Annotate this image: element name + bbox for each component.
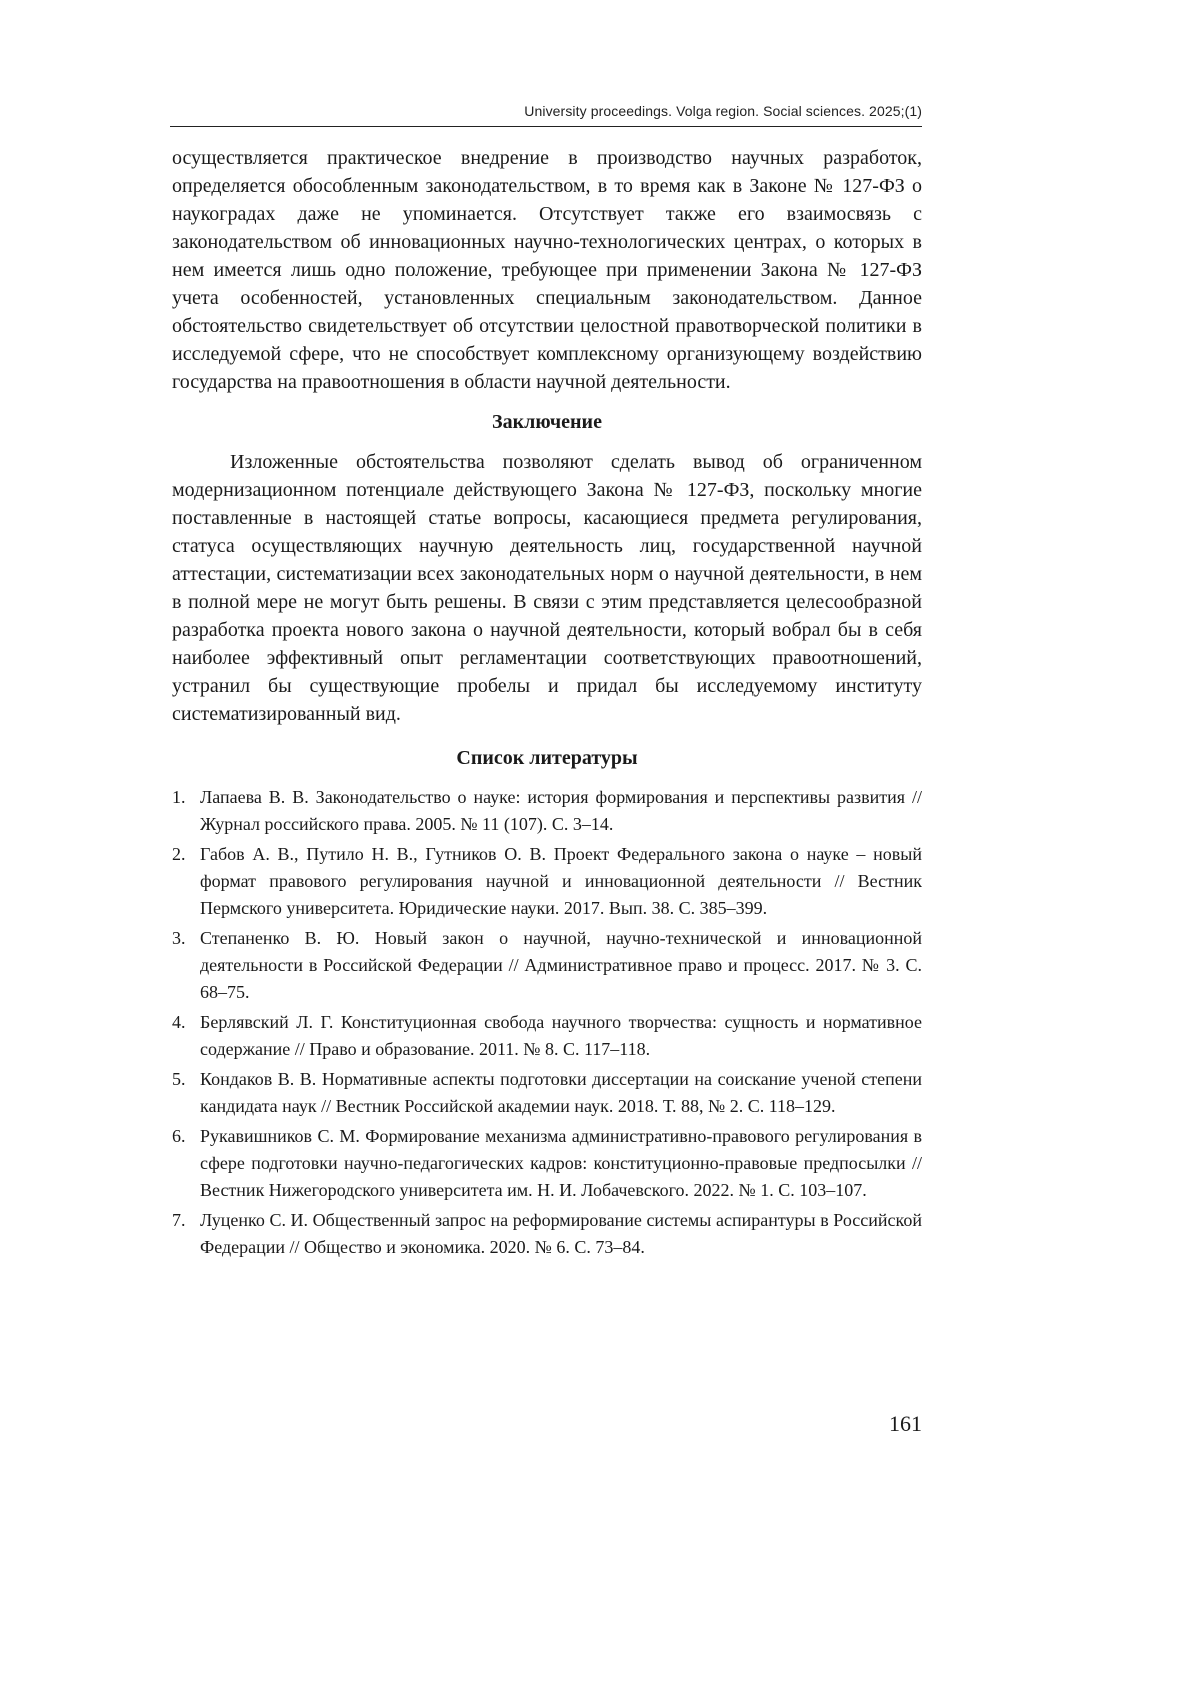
reference-number: 3.	[172, 928, 186, 948]
reference-item	[172, 1123, 922, 1204]
reference-text: Берлявский Л. Г. Конституционная свобода научного творчества: сущность и нормативное содержание // Право и образование. 2011. № 8. С. 117–118.	[200, 1012, 922, 1059]
reference-text: Лапаева В. В. Законодательство о науке: история формирования и перспективы развития // Журнал российского права. 2005. № 11 (107). С. 3–14.	[200, 787, 922, 834]
conclusion-paragraph: Изложенные обстоятельства позволяют сделать вывод об ограниченном модернизационном потенциале действующего Закона № 127-ФЗ, поскольку многие поставленные в настоящей статье вопросы, касающиеся предмета регулирования, статуса осуществляющих научную деятельность лиц, государственной научной аттестации, систематизации всех законодательных норм о научной деятельности, в нем в полной мере не могут быть решены. В связи с этим представляется целесообразной разработка проекта нового закона о научной деятельности, который вобрал бы в себя наиболее эффективный опыт регламентации соответствующих правоотношений, устранил бы существующие пробелы и придал бы исследуемому институту систематизированный вид.	[172, 451, 922, 725]
reference-text: Степаненко В. Ю. Новый закон о научной, научно-технической и инновационной деятельности в Российской Федерации // Административное право и процесс. 2017. № 3. С. 68–75.	[200, 928, 922, 1002]
reference-item	[172, 1009, 922, 1063]
reference-number: 6.	[172, 1126, 186, 1146]
reference-number: 1.	[172, 787, 186, 807]
reference-item	[172, 784, 922, 838]
reference-number: 2.	[172, 844, 186, 864]
reference-item	[172, 841, 922, 922]
reference-number: 7.	[172, 1210, 186, 1230]
conclusion-heading: Заключение	[492, 411, 602, 433]
body-paragraph: осуществляется практическое внедрение в производство научных разработок, определяется обособленным законодательством, в то время как в Законе № 127-ФЗ о наукоградах даже не упоминается. Отсутствует также его взаимосвязь с законодательством об инновационных научно-технологических центрах, о которых в нем имеется лишь одно положение, требующее при применении Закона № 127-ФЗ учета особенностей, установленных специальным законодательством. Данное обстоятельство свидетельствует об отсутствии целостной правотворческой политики в исследуемой сфере, что не способствует комплексному организующему воздействию государства на правоотношения в области научной деятельности.	[172, 147, 922, 393]
reference-number: 4.	[172, 1012, 186, 1032]
article-body	[172, 144, 922, 1264]
reference-text: Рукавишников С. М. Формирование механизма административно-правового регулирования в сфере подготовки научно-педагогических кадров: конституционно-правовые предпосылки // Вестник Нижегородского университета им. Н. И. Лобачевского. 2022. № 1. С. 103–107.	[200, 1126, 922, 1200]
reference-number: 5.	[172, 1069, 186, 1089]
reference-item	[172, 1207, 922, 1261]
reference-text: Луценко С. И. Общественный запрос на реформирование системы аспирантуры в Российской Федерации // Общество и экономика. 2020. № 6. С. 73–84.	[200, 1210, 922, 1257]
running-head: University proceedings. Volga region. Social sciences. 2025;(1)	[524, 103, 922, 119]
reference-list	[172, 784, 922, 1261]
reference-item	[172, 925, 922, 1006]
page-number: 161	[889, 1411, 922, 1436]
header-rule	[170, 126, 922, 127]
references-heading: Список литературы	[456, 747, 638, 769]
reference-text: Габов А. В., Путило Н. В., Гутников О. В. Проект Федерального закона о науке – новый формат правового регулирования научной и инновационной деятельности // Вестник Пермского университета. Юридические науки. 2017. Вып. 38. С. 385–399.	[200, 844, 922, 918]
reference-item	[172, 1066, 922, 1120]
reference-text: Кондаков В. В. Нормативные аспекты подготовки диссертации на соискание ученой степени кандидата наук // Вестник Российской академии наук. 2018. Т. 88, № 2. С. 118–129.	[200, 1069, 922, 1116]
